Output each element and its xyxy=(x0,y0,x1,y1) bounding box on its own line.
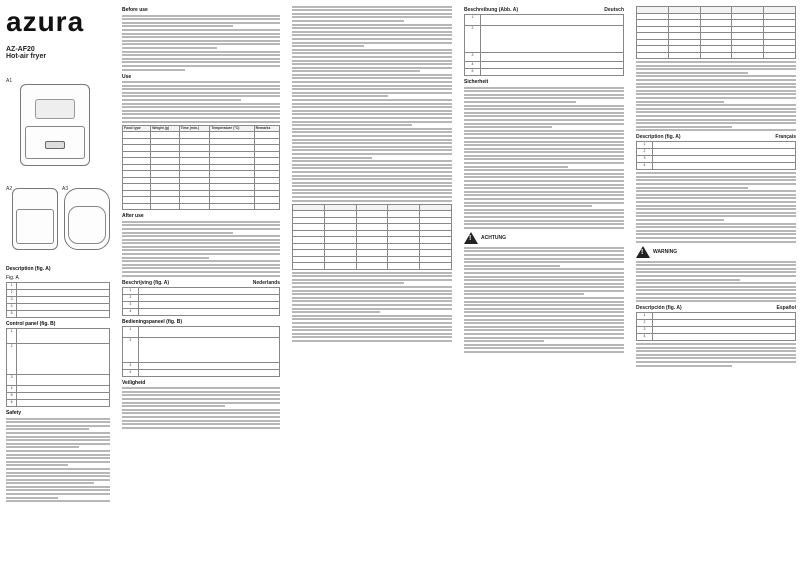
de-description-heading: Beschreibung (Abb. A) xyxy=(464,7,518,13)
control-panel-table: 1 2 3 4 5 6 xyxy=(6,328,110,407)
nl-description-heading: Beschrijving (fig. A) xyxy=(122,279,170,286)
figure-label-a1: A1 xyxy=(6,78,13,84)
figure-label-a3: A3 xyxy=(62,186,69,192)
figure-label-a2: A2 xyxy=(6,186,13,192)
parts-table: 1 2 3 4 5 xyxy=(6,282,110,318)
col-time: Time (min.) xyxy=(179,125,210,132)
warning-icon-fr: ! xyxy=(636,246,650,258)
es-parts-table: 1 2 3 4 xyxy=(636,312,796,341)
warning-box xyxy=(464,232,624,244)
product-name: Hot-air fryer xyxy=(6,53,47,60)
settings-table-en xyxy=(122,125,280,211)
es-description-heading: Descripción (fig. A) xyxy=(636,305,682,312)
es-language-label: Español xyxy=(776,305,796,312)
de-language-label: Deutsch xyxy=(604,7,624,13)
before-use-heading: Before use xyxy=(122,7,148,13)
fr-description-heading: Description (fig. A) xyxy=(636,134,681,141)
description-heading: Description (fig. A) xyxy=(6,266,51,272)
fr-heading-row xyxy=(636,134,796,140)
col-food-type: Food type xyxy=(123,125,151,132)
fryer-basket-illustration xyxy=(64,188,110,250)
es-heading-row xyxy=(636,305,796,311)
fryer-drawer-illustration xyxy=(12,188,58,250)
safety-text xyxy=(6,418,110,503)
fr-parts-table: 1 2 3 4 xyxy=(636,141,796,170)
warning-title-fr: WARNING xyxy=(653,248,678,255)
use-heading: Use xyxy=(122,73,132,80)
de-parts-table: 1 2 3 4 5 xyxy=(464,14,624,76)
after-use-heading: After use xyxy=(122,213,144,220)
col-remarks: Remarks xyxy=(254,125,279,132)
column-german xyxy=(458,0,630,567)
de-heading-row xyxy=(464,7,624,13)
fr-language-label: Français xyxy=(775,134,796,141)
fig-note: Fig. A xyxy=(6,275,19,281)
nl-heading-row xyxy=(122,280,280,286)
column-dutch xyxy=(286,0,458,567)
warning-title: ACHTUNG xyxy=(481,234,506,241)
warning-icon: ! xyxy=(464,232,478,244)
nl-control-panel-heading: Bedieningspaneel (fig. B) xyxy=(122,318,183,325)
nl-control-table: 1 2 3 4 xyxy=(122,326,280,377)
column-cover xyxy=(0,0,116,567)
settings-table-de xyxy=(636,6,796,59)
figure-a xyxy=(6,78,110,263)
column-french-spanish xyxy=(630,0,802,567)
de-safety-heading: Sicherheit xyxy=(464,79,489,85)
col-temperature: Temperature (°C) xyxy=(210,125,254,132)
warning-box-fr xyxy=(636,246,796,258)
nl-language-label: Nederlands xyxy=(252,279,280,286)
nl-parts-table: 1 2 3 4 xyxy=(122,287,280,316)
control-panel-heading: Control panel (fig. B) xyxy=(6,321,56,327)
nl-safety-heading: Veiligheid xyxy=(122,379,146,386)
fryer-illustration xyxy=(20,84,90,166)
safety-heading: Safety xyxy=(6,410,22,416)
brand-logo: azura xyxy=(6,6,85,37)
model-number: AZ-AF20 xyxy=(6,46,35,53)
settings-table-nl xyxy=(292,204,452,270)
column-english xyxy=(116,0,286,567)
col-weight: Weight (g) xyxy=(151,125,180,132)
